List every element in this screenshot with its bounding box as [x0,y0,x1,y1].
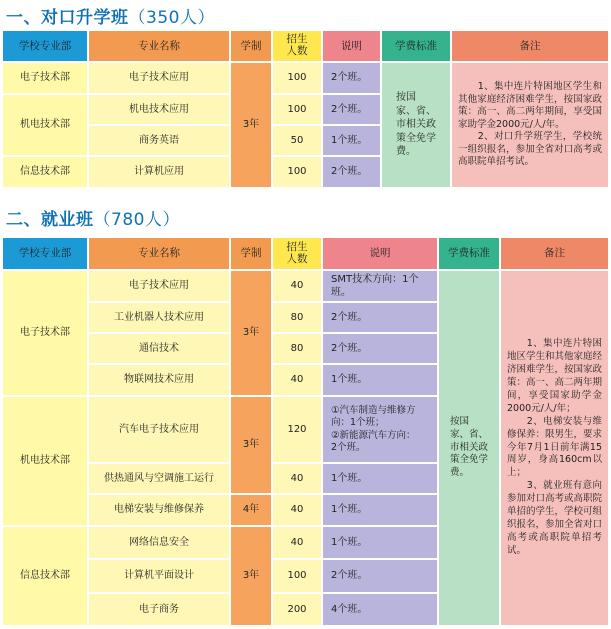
section1-title-count: （350人） [128,8,215,28]
s2-desc-6: 1个班。 [323,464,437,493]
s2-enroll-6: 40 [273,464,321,493]
s2-enroll-10: 200 [273,594,321,625]
s1-desc-1: 2个班。 [323,63,380,93]
s2-duration-2: 3年 [231,397,271,493]
s2-enroll-2: 80 [273,303,321,332]
s2-desc-8: 1个班。 [323,527,437,558]
s1-remark: 1、集中连片特困地区学生和其他家庭经济困难学生，按国家政策：高一、高二两年期间，享受国家助学金2000元/人/年。 2、对口升学班学生，学校统一组织报名，参加全省对口高考或高职院单招考试。 [452,63,608,187]
s1-enroll-3: 50 [273,126,321,155]
s2-enroll-5: 120 [273,397,321,462]
s2-desc-5: ①汽车制造与维修方 向：1个班； ②新能源汽车方向： 2个班。 [323,397,437,462]
s2-major-5: 汽车电子技术应用 [89,397,229,462]
s2-major-3: 通信技术 [89,334,229,363]
s1-header-fee: 学费标准 [382,31,450,61]
s1-header-enroll: 招生 人数 [273,31,321,61]
s2-enroll-1: 40 [273,271,321,301]
s1-header-duration: 学制 [231,31,271,61]
s2-duration-4: 3年 [231,527,271,625]
s1-header-major: 专业名称 [89,31,229,61]
s2-header-desc: 说明 [323,238,437,269]
s1-enroll-4: 100 [273,157,321,187]
s1-enroll-1: 100 [273,63,321,93]
s2-dept-information: 信息技术部 [3,527,87,625]
s1-major-3: 商务英语 [89,126,229,155]
s2-desc-2: 2个班。 [323,303,437,332]
s2-major-4: 物联网技术应用 [89,365,229,395]
s2-major-2: 工业机器人技术应用 [89,303,229,332]
s2-desc-7: 1个班。 [323,495,437,525]
s1-major-2: 机电技术应用 [89,95,229,124]
s2-enroll-8: 40 [273,527,321,558]
s2-major-10: 电子商务 [89,594,229,625]
s2-duration-1: 3年 [231,271,271,395]
s2-header-major: 专业名称 [89,238,229,269]
s2-enroll-7: 40 [273,495,321,525]
s2-major-9: 计算机平面设计 [89,560,229,592]
s1-enroll-2: 100 [273,95,321,124]
s1-desc-3: 1个班。 [323,126,380,155]
s2-duration-3: 4年 [231,495,271,525]
s2-desc-3: 2个班。 [323,334,437,363]
section2-title-text: 二、就业班 [6,210,94,230]
s2-remark: 1、集中连片特困地区学生和其他家庭经济困难学生，按国家政策：高一、高二两年期间，享受国家助学金2000元/人/年； 2、电梯安装与维修保养：限男生，要求今年7月1日前年满15周岁，身高160cm以上； 3、就业班有意向参加对口高考或高职院单招的学生，学校可组织报名，参加全省对口高考或高职院单招考试。 [501,271,608,625]
s1-dept-information: 信息技术部 [3,157,87,187]
s2-header-remark: 备注 [501,238,608,269]
s2-header-fee: 学费标准 [439,238,499,269]
s2-header-enroll: 招生 人数 [273,238,321,269]
s1-header-desc: 说明 [323,31,380,61]
s1-header-dept: 学校专业部 [3,31,87,61]
s1-dept-mechatronics: 机电技术部 [3,95,87,155]
s2-enroll-9: 100 [273,560,321,592]
s2-desc-1: SMT技术方向：1个班。 [323,271,437,301]
s2-desc-9: 2个班。 [323,560,437,592]
section2-title [6,205,180,230]
s2-fee: 按国 家、省、 市相关政 策全免学 费。 [439,271,499,625]
s2-major-7: 电梯安装与维修保养 [89,495,229,525]
s2-desc-4: 1个班。 [323,365,437,395]
s1-header-remark: 备注 [452,31,608,61]
s2-desc-10: 4个班。 [323,594,437,625]
s1-dept-electronics: 电子技术部 [3,63,87,93]
s2-enroll-3: 80 [273,334,321,363]
s1-fee: 按国 家、省、 市相关政 策全免学 费。 [382,63,450,187]
s2-enroll-4: 40 [273,365,321,395]
s1-desc-2: 2个班。 [323,95,380,124]
section1-title [6,3,215,28]
section2-title-count: （780人） [93,210,180,230]
s2-major-1: 电子技术应用 [89,271,229,301]
s2-dept-mechatronics: 机电技术部 [3,397,87,525]
s2-header-dept: 学校专业部 [3,238,87,269]
s2-major-6: 供热通风与空调施工运行 [89,464,229,493]
s2-header-duration: 学制 [231,238,271,269]
s1-major-4: 计算机应用 [89,157,229,187]
s1-desc-4: 2个班。 [323,157,380,187]
section1-title-text: 一、对口升学班 [6,8,129,28]
s2-dept-electronics: 电子技术部 [3,271,87,395]
s1-major-1: 电子技术应用 [89,63,229,93]
s1-duration: 3年 [231,63,271,187]
s2-major-8: 网络信息安全 [89,527,229,558]
